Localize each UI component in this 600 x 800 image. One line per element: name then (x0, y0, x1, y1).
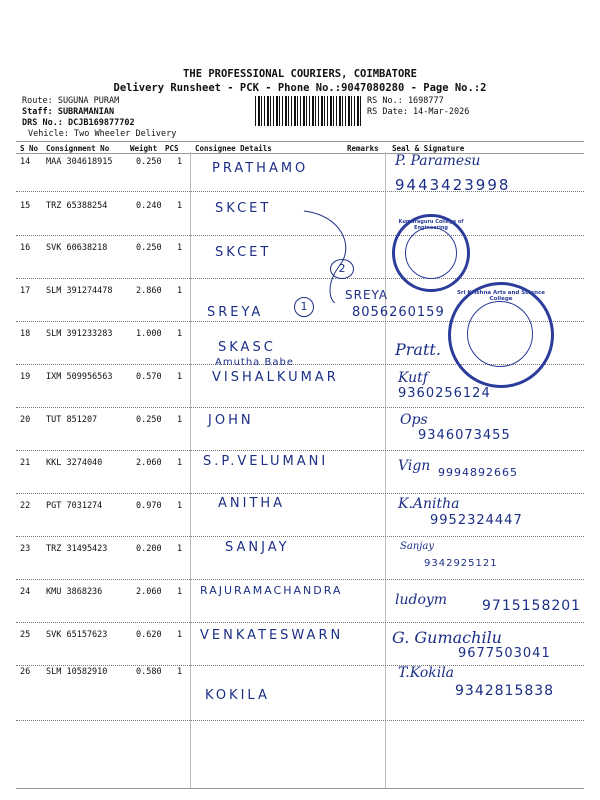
consignment-cell: IXM 509956563 (46, 372, 113, 382)
row-separator (16, 407, 584, 408)
weight-cell: 0.200 (136, 544, 162, 554)
weight-cell: 0.240 (136, 201, 162, 211)
signature: ludoym (395, 592, 448, 608)
consignment-cell: MAA 304618915 (46, 157, 113, 167)
weight-cell: 0.250 (136, 157, 162, 167)
col-consignment: Consignment No (46, 144, 110, 153)
table-bottom-rule (16, 788, 584, 789)
consignment-cell: SVK 65157623 (46, 630, 108, 640)
rs-number: RS No.: 1698777 (367, 96, 444, 106)
pcs-cell: 1 (177, 286, 183, 296)
sno-cell: 15 (20, 201, 31, 211)
consignment-cell: SLM 391233283 (46, 329, 113, 339)
circled-number: 1 (294, 297, 314, 317)
route-label: Route: SUGUNA PURAM (22, 96, 120, 106)
consignment-cell: TRZ 65388254 (46, 201, 108, 211)
signature: G. Gumachilu (392, 628, 502, 647)
consignment-cell: TRZ 31495423 (46, 544, 108, 554)
pcs-cell: 1 (177, 458, 183, 468)
pcs-cell: 1 (177, 667, 183, 677)
row-separator (16, 622, 584, 623)
handwritten-phone: 8056260159 (352, 305, 445, 320)
row-separator (16, 720, 584, 721)
handwritten-phone: 9346073455 (418, 428, 511, 443)
stamp-text: Sri Krishna Arts and Science College (456, 290, 546, 302)
signature: Pratt. (395, 340, 441, 359)
consignment-cell: SLM 10582910 (46, 667, 108, 677)
weight-cell: 0.580 (136, 667, 162, 677)
consignment-cell: PGT 7031274 (46, 501, 103, 511)
col-weight: Weight (130, 144, 158, 153)
handwritten-consignee: SANJAY (225, 540, 290, 555)
barcode-graphic (255, 96, 363, 126)
consignment-cell: KKL 3274040 (46, 458, 103, 468)
handwritten-phone: 9677503041 (458, 646, 551, 661)
col-remarks: Remarks (347, 144, 379, 153)
vehicle-label: Vehicle: Two Wheeler Delivery (28, 129, 177, 139)
handwritten-phone: 9994892665 (438, 466, 518, 479)
pcs-cell: 1 (177, 587, 183, 597)
weight-cell: 0.570 (136, 372, 162, 382)
consignment-cell: TUT 851207 (46, 415, 98, 425)
pcs-cell: 1 (177, 157, 183, 167)
staff-label: Staff: SUBRAMANIAN (22, 107, 115, 117)
col-consignee: Consignee Details (195, 144, 272, 153)
pcs-cell: 1 (177, 372, 183, 382)
sno-cell: 19 (20, 372, 31, 382)
header-top-rule (16, 141, 584, 142)
signature: Sanjay (400, 541, 434, 552)
weight-cell: 0.970 (136, 501, 162, 511)
circled-number: 2 (330, 259, 354, 279)
weight-cell: 0.250 (136, 415, 162, 425)
runsheet-subtitle: Delivery Runsheet - PCK - Phone No.:9047080280 - Page No.:2 (113, 82, 487, 94)
col-sno: S No (20, 144, 39, 153)
weight-cell: 1.000 (136, 329, 162, 339)
signature: Vign (398, 458, 431, 474)
handwritten-phone: 9342925121 (424, 558, 498, 569)
signature: SREYA (345, 288, 389, 302)
handwritten-note: Amutha Babe (215, 357, 294, 368)
handwritten-consignee: SREYA (207, 305, 264, 320)
weight-cell: 2.060 (136, 458, 162, 468)
weight-cell: 2.060 (136, 587, 162, 597)
signature: Kutf (398, 370, 428, 386)
sno-cell: 18 (20, 329, 31, 339)
handwritten-phone: 9952324447 (430, 513, 523, 528)
handwritten-consignee: RAJURAMACHANDRA (200, 584, 343, 597)
handwritten-consignee: VISHALKUMAR (212, 370, 339, 385)
handwritten-phone: 9443423998 (395, 176, 511, 194)
signature: Ops (400, 412, 428, 428)
pcs-cell: 1 (177, 329, 183, 339)
handwritten-consignee: SKCET (215, 245, 272, 260)
handwritten-consignee: SKCET (215, 201, 272, 216)
sno-cell: 22 (20, 501, 31, 511)
row-separator (16, 493, 584, 494)
pcs-cell: 1 (177, 544, 183, 554)
row-separator (16, 450, 584, 451)
sno-cell: 16 (20, 243, 31, 253)
college-seal-stamp (392, 214, 470, 292)
pcs-cell: 1 (177, 201, 183, 211)
handwritten-consignee: ANITHA (218, 496, 286, 511)
handwritten-consignee: JOHN (208, 413, 254, 428)
consignment-cell: SLM 391274478 (46, 286, 113, 296)
drs-number: DRS No.: DCJB169877702 (22, 118, 135, 128)
signature: P. Paramesu (395, 153, 481, 169)
sno-cell: 26 (20, 667, 31, 677)
signature: K.Anitha (398, 496, 460, 512)
sno-cell: 14 (20, 157, 31, 167)
col-pcs: PCS (165, 144, 179, 153)
pcs-cell: 1 (177, 501, 183, 511)
row-separator (16, 579, 584, 580)
weight-cell: 0.620 (136, 630, 162, 640)
pcs-cell: 1 (177, 243, 183, 253)
handwritten-consignee: SKASC (218, 340, 276, 355)
handwritten-phone: 9360256124 (398, 386, 491, 401)
connector-line-icon (300, 205, 360, 305)
handwritten-phone: 9715158201 (482, 598, 582, 614)
sno-cell: 20 (20, 415, 31, 425)
college-seal-stamp (448, 282, 554, 388)
handwritten-consignee: PRATHAMO (212, 161, 309, 176)
consignment-cell: KMU 3868236 (46, 587, 103, 597)
sno-cell: 21 (20, 458, 31, 468)
company-title: THE PROFESSIONAL COURIERS, COIMBATORE (183, 68, 417, 80)
table-row (0, 544, 600, 564)
handwritten-consignee: S.P.VELUMANI (203, 454, 329, 469)
row-separator (16, 665, 584, 666)
handwritten-consignee: VENKATESWARN (200, 628, 344, 643)
header-bottom-rule (16, 153, 584, 154)
sno-cell: 23 (20, 544, 31, 554)
consignment-cell: SVK 60638218 (46, 243, 108, 253)
sno-cell: 25 (20, 630, 31, 640)
signature: T.Kokila (398, 665, 455, 681)
stamp-text: Kumaraguru College of Engineering (398, 219, 464, 231)
row-separator (16, 536, 584, 537)
rs-date: RS Date: 14-Mar-2026 (367, 107, 470, 117)
handwritten-consignee: KOKILA (205, 688, 270, 703)
sno-cell: 17 (20, 286, 31, 296)
weight-cell: 2.860 (136, 286, 162, 296)
weight-cell: 0.250 (136, 243, 162, 253)
sno-cell: 24 (20, 587, 31, 597)
col-seal: Seal & Signature (392, 144, 465, 153)
pcs-cell: 1 (177, 630, 183, 640)
handwritten-phone: 9342815838 (455, 683, 555, 699)
pcs-cell: 1 (177, 415, 183, 425)
